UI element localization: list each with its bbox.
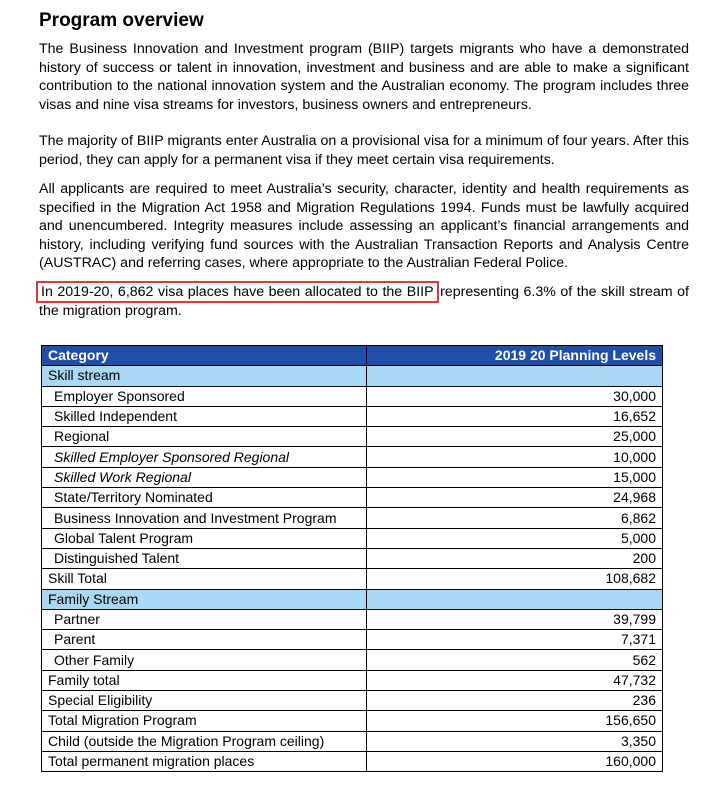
row-value: 30,000	[367, 386, 663, 406]
allocation-rest-text: representing 6.3% of the skill stream of the migration program.	[39, 284, 689, 319]
table-row	[42, 630, 663, 650]
table-row	[42, 711, 663, 731]
row-value: 10,000	[367, 447, 663, 467]
row-category: Business Innovation and Investment Program	[42, 508, 367, 528]
highlighted-allocation-text: In 2019-20, 6,862 visa places have been allocated to the BIIP	[41, 284, 434, 300]
row-value: 39,799	[367, 609, 663, 629]
row-value: 160,000	[367, 751, 663, 771]
table-row	[42, 366, 663, 386]
row-category: Family Stream	[42, 589, 367, 609]
paragraph-requirements: All applicants are required to meet Australia’s security, character, identity and health requirements as specified in the Migration Act 1958 and Migration Regulations 1994. Funds must be lawfully acquired and unencumbered. Integrity measures include assessing an applicant’s financial arrangements and history, including verifying fund sources with the Australian Transaction Reports and Analysis Centre (AUSTRAC) and referring cases, where appropriate to the Australian Federal Police.	[39, 181, 689, 272]
row-category: Global Talent Program	[42, 528, 367, 548]
table-row	[42, 467, 663, 487]
table-row	[42, 508, 663, 528]
row-category: Total Migration Program	[42, 711, 367, 731]
table-row	[42, 488, 663, 508]
table-row	[42, 731, 663, 751]
row-value: 15,000	[367, 467, 663, 487]
table-row	[42, 589, 663, 609]
row-value: 200	[367, 548, 663, 568]
paragraph-provisional-visa: The majority of BIIP migrants enter Australia on a provisional visa for a minimum of four years. After this period, they can apply for a permanent visa if they meet certain visa requirements.	[39, 133, 689, 168]
table-row	[42, 548, 663, 568]
row-value: 3,350	[367, 731, 663, 751]
row-category: Skilled Employer Sponsored Regional	[42, 447, 367, 467]
row-value: 16,652	[367, 406, 663, 426]
row-category: Total permanent migration places	[42, 751, 367, 771]
row-category: Child (outside the Migration Program ceiling)	[42, 731, 367, 751]
row-category: Skilled Independent	[42, 406, 367, 426]
row-category: Other Family	[42, 650, 367, 670]
row-value: 108,682	[367, 569, 663, 589]
row-value: 5,000	[367, 528, 663, 548]
row-value: 562	[367, 650, 663, 670]
table-row	[42, 650, 663, 670]
row-value: 7,371	[367, 630, 663, 650]
row-category: Skill Total	[42, 569, 367, 589]
table-row	[42, 609, 663, 629]
table-header-row	[42, 346, 663, 366]
table-row	[42, 406, 663, 426]
row-value	[367, 589, 663, 609]
paragraph-allocation	[39, 283, 689, 320]
row-value: 47,732	[367, 670, 663, 690]
row-value: 24,968	[367, 488, 663, 508]
row-value: 25,000	[367, 427, 663, 447]
planning-levels-table	[41, 345, 663, 772]
row-value: 6,862	[367, 508, 663, 528]
row-value: 156,650	[367, 711, 663, 731]
table-row	[42, 670, 663, 690]
row-category: Special Eligibility	[42, 691, 367, 711]
table-row	[42, 386, 663, 406]
row-category: Family total	[42, 670, 367, 690]
row-value: 236	[367, 691, 663, 711]
row-category: Regional	[42, 427, 367, 447]
row-category: Employer Sponsored	[42, 386, 367, 406]
row-category: Partner	[42, 609, 367, 629]
row-category: Parent	[42, 630, 367, 650]
paragraph-overview: The Business Innovation and Investment program (BIIP) targets migrants who have a demonstrated history of success or talent in innovation, investment and business and are able to make a significant contribution to the national innovation system and the Australian economy. The program includes three visas and nine visa streams for investors, business owners and entrepreneurs.	[39, 41, 689, 113]
row-category: Skilled Work Regional	[42, 467, 367, 487]
page-title: Program overview	[39, 10, 204, 31]
table-row	[42, 751, 663, 771]
row-value	[367, 366, 663, 386]
row-category: Distinguished Talent	[42, 548, 367, 568]
table-body	[42, 366, 663, 772]
table-row	[42, 569, 663, 589]
table-row	[42, 691, 663, 711]
table-row	[42, 427, 663, 447]
row-category: State/Territory Nominated	[42, 488, 367, 508]
row-category: Skill stream	[42, 366, 367, 386]
table-row	[42, 528, 663, 548]
header-category: Category	[42, 346, 367, 366]
header-planning-levels: 2019 20 Planning Levels	[367, 346, 663, 366]
table-row	[42, 447, 663, 467]
